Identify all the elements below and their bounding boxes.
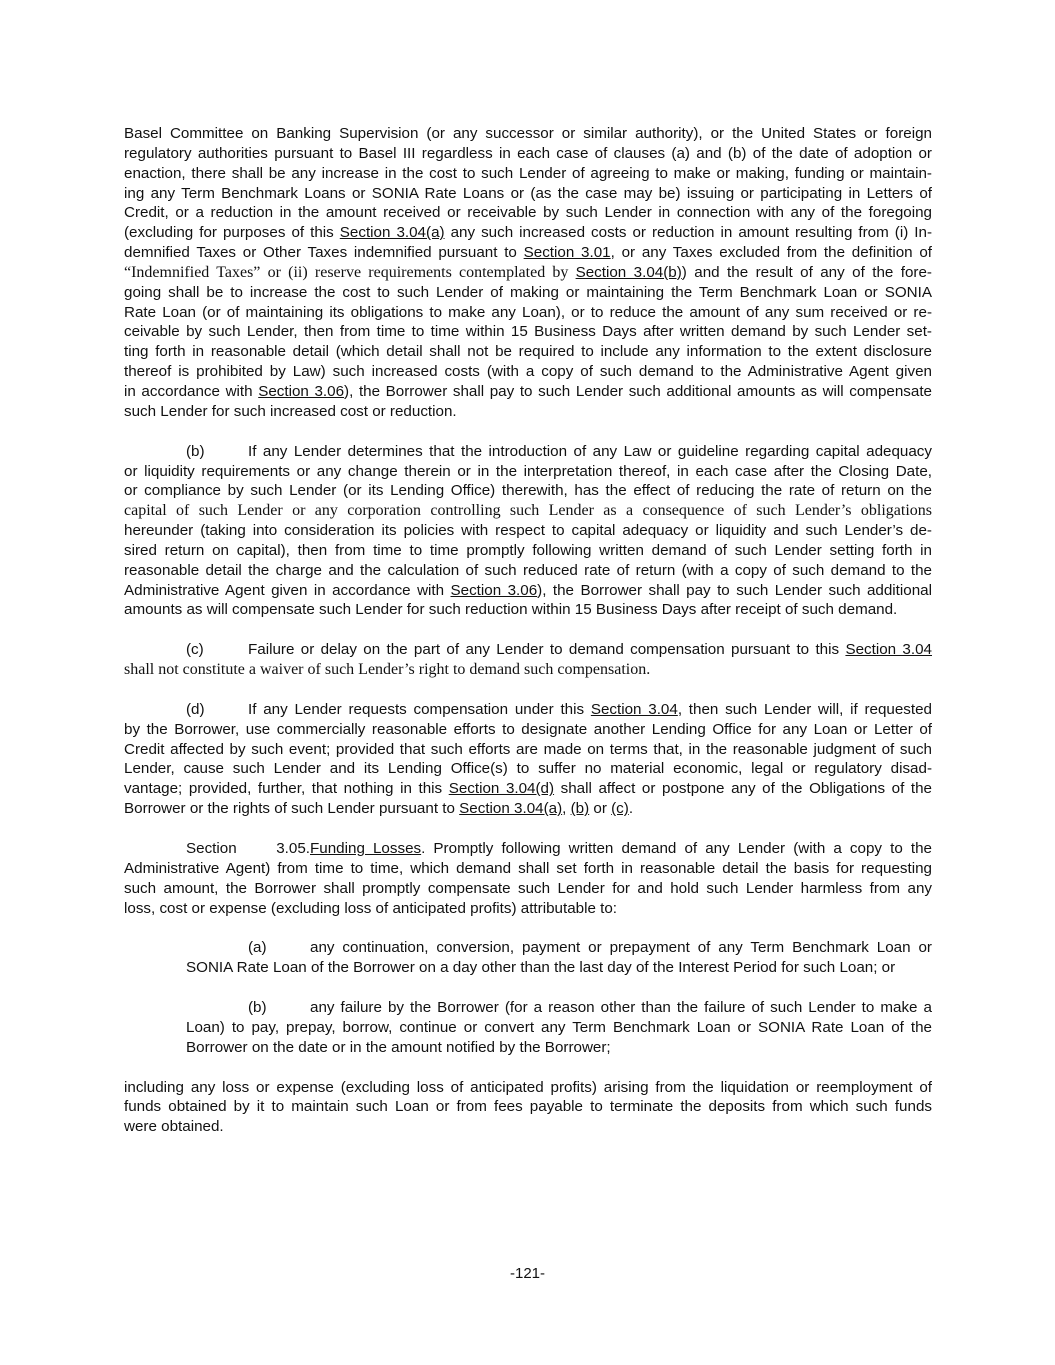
text-line: sired return on capital), then from time to time promptly following written demand of such Lender setting forth in (124, 541, 932, 559)
clause-label: (c) (186, 641, 204, 659)
text-line: SONIA Rate Loan of the Borrower on a day other than the last day of the Interest Period for such Loan; or (186, 959, 896, 977)
text-line: regulatory authorities pursuant to Basel III regardless in each case of clauses (a) and (b) of the date of adoption or (124, 144, 932, 162)
text-line: ing any Term Benchmark Loans or SONIA Rate Loans or (as the case may be) issuing or participating in Letters of (124, 184, 932, 202)
subclause-a (124, 938, 932, 978)
text-line: (d) If any Lender requests compensation under this Section 3.04, then such Lender will, if requested (186, 700, 933, 718)
section-reference-link[interactable]: Section 3.06 (450, 581, 538, 599)
text-line: funds obtained by it to maintain such Loan or from fees payable to terminate the deposits from which such funds (124, 1098, 932, 1116)
spacer (124, 1058, 932, 1078)
text-line: Lender, cause such Lender and its Lending Office(s) to suffer no material economic, legal or regulatory disad- (124, 760, 932, 778)
text-line: demnified Taxes or Other Taxes indemnified pursuant to Section 3.01, or any Taxes excluded from the definition of (124, 244, 933, 262)
text-line: ceivable by such Lender, then from time to time within 15 Business Days after written demand by such Lender set- (124, 323, 932, 341)
paragraph-d (124, 700, 932, 819)
section-reference-link[interactable]: (c) (611, 800, 629, 818)
spacer (124, 680, 932, 700)
closing-paragraph (124, 1078, 932, 1138)
spacer (124, 422, 932, 442)
text-line: (a) any continuation, conversion, payment or prepayment of any Term Benchmark Loan or (248, 939, 932, 957)
text-line: hereunder (taking into consideration its policies with respect to capital adequacy or liquidity and such Lender’s de- (124, 522, 932, 540)
spacer (124, 620, 932, 640)
text-line: (b) any failure by the Borrower (for a reason other than the failure of such Lender to make a (248, 999, 932, 1017)
text-line: loss, cost or expense (excluding loss of anticipated profits) attributable to: (124, 899, 618, 917)
clause-label: (a) (248, 939, 267, 957)
text-line: were obtained. (124, 1118, 224, 1136)
text-line: capital of such Lender or any corporation controlling such Lender as a consequence of such Lender’s obligations (124, 502, 932, 520)
text-line: amounts as will compensate such Lender for such reduction within 15 Business Days after receipt of such demand. (124, 601, 898, 619)
spacer (124, 819, 932, 839)
text-line: Administrative Agent given in accordance with Section 3.06), the Borrower shall pay to such Lender such additional (124, 581, 932, 599)
section-reference-link[interactable]: Section 3.04 (845, 641, 932, 659)
clause-label: (b) (248, 999, 267, 1017)
text-line: or compliance by such Lender (or its Lending Office) therewith, has the effect of reducing the rate of return on the (124, 482, 932, 500)
section-3-05 (124, 839, 932, 918)
paragraph-b (124, 442, 932, 621)
text-line: (b) If any Lender determines that the introduction of any Law or guideline regarding capital adequacy (186, 442, 932, 460)
section-number: Section 3.05. (186, 840, 310, 857)
clause-label: (d) (186, 700, 205, 718)
section-reference-link[interactable]: Section 3.01 (523, 244, 611, 262)
text-line: shall not constitute a waiver of such Lender’s right to demand such compensation. (124, 661, 651, 679)
text-line: Credit, or a reduction in the amount received or receivable by such Lender in connection with any of the foregoing (124, 204, 932, 222)
text-line: (c) Failure or delay on the part of any Lender to demand compensation pursuant to this Section 3.04 (186, 641, 932, 659)
spacer (124, 978, 932, 998)
section-reference-link[interactable]: Section 3.04(d) (448, 780, 555, 798)
text-line: in accordance with Section 3.06), the Borrower shall pay to such Lender such additional amounts as will compensate (124, 382, 933, 400)
text-line: reasonable detail the charge and the calculation of such reduced rate of return (with a copy of such demand to the (124, 561, 932, 579)
section-reference-link[interactable]: Section 3.04(b) (575, 263, 682, 281)
paragraph-c (124, 640, 932, 680)
text-line: Basel Committee on Banking Supervision (or any successor or similar authority), or the United States or foreign (124, 125, 932, 142)
text-line: Section 3.05.Funding Losses. Promptly following written demand of any Lender (with a copy to the (186, 840, 932, 857)
section-reference-link[interactable]: Section 3.06 (258, 382, 345, 400)
section-reference-link[interactable]: Section 3.04(a) (459, 800, 563, 818)
text-line: enaction, there shall be any increase in the cost to such Lender of agreeing to make or making, funding or maintain- (124, 164, 932, 182)
section-heading: Funding Losses (310, 840, 422, 857)
text-line: such amount, the Borrower shall promptly compensate such Lender for and hold such Lender harmless from any (124, 879, 932, 897)
text-line: Rate Loan (or of maintaining its obligations to make any Loan), or to reduce the amount of any sum received or re- (124, 303, 932, 321)
text-line: Administrative Agent) from time to time, which demand shall set forth in reasonable detail the basis for requesting (124, 859, 932, 877)
text-line: or liquidity requirements or any change therein or in the interpretation thereof, in each case after the Closing Date, (124, 462, 932, 480)
text-line: by the Borrower, use commercially reasonable efforts to designate another Lending Office for any Loan or Letter of (124, 720, 932, 738)
text-line: including any loss or expense (excluding loss of anticipated profits) arising from the liquidation or reemployment of (124, 1078, 932, 1096)
text-line: thereof is prohibited by Law) such increased costs (with a copy of such demand to the Administrative Agent given (124, 363, 932, 381)
page-number: -121- (509, 1265, 546, 1282)
text-line: such Lender for such increased cost or reduction. (124, 402, 457, 420)
text-line: ting forth in reasonable detail (which detail shall not be required to include any information to the extent disclosure (124, 343, 932, 361)
section-reference-link[interactable]: (b) (570, 800, 590, 818)
text-line: vantage; provided, further, that nothing in this Section 3.04(d) shall affect or postpone any of the Obligations of the (124, 780, 932, 798)
spacer (124, 918, 932, 938)
text-line: “Indemnified Taxes” or (ii) reserve requirements contemplated by Section 3.04(b)) and the result of any of the fore- (124, 263, 932, 281)
section-reference-link[interactable]: Section 3.04(a) (339, 224, 445, 242)
text-line: Loan) to pay, prepay, borrow, continue or convert any Term Benchmark Loan or SONIA Rate Loan of the (186, 1018, 932, 1036)
document-page (124, 124, 932, 1137)
subclause-b (124, 998, 932, 1058)
text-line: (excluding for purposes of this Section 3.04(a) any such increased costs or reduction in amount resulting from (i) In- (124, 224, 933, 242)
text-line: Borrower or the rights of such Lender pursuant to Section 3.04(a), (b) or (c). (124, 800, 634, 818)
section-reference-link[interactable]: Section 3.04 (590, 700, 678, 718)
paragraph-a-continuation (124, 124, 932, 422)
text-line: Credit affected by such event; provided that such efforts are made on terms that, in the reasonable judgment of such (124, 740, 932, 758)
text-line: going shall be to increase the cost to such Lender of making or maintaining the Term Benchmark Loan or SONIA (124, 283, 932, 301)
clause-label: (b) (186, 442, 205, 460)
text-line: Borrower on the date or in the amount notified by the Borrower; (186, 1038, 611, 1056)
